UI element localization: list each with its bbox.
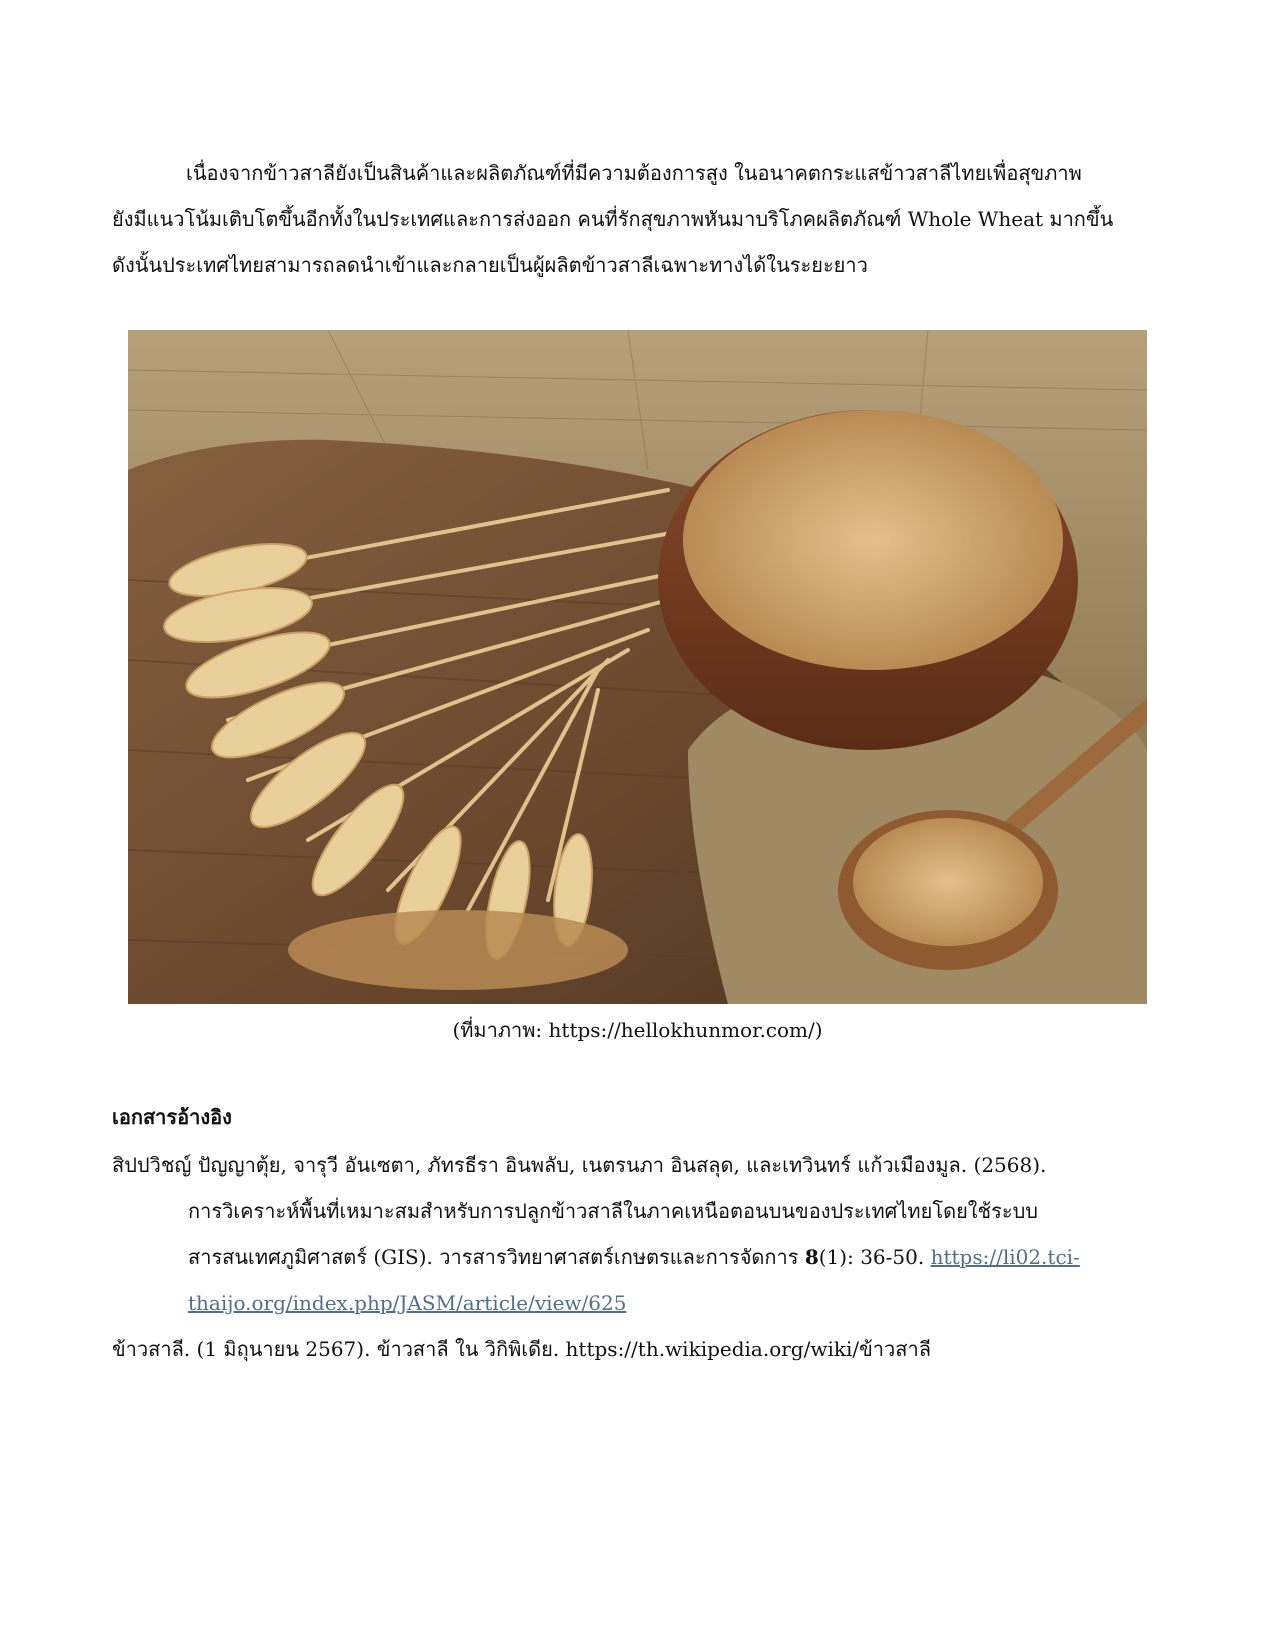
body-paragraph: [112, 150, 1164, 288]
wheat-photo: [128, 330, 1147, 1004]
references-heading: เอกสารอ้างอิง: [112, 1105, 232, 1129]
reference-link[interactable]: thaijo.org/index.php/JASM/article/view/625: [188, 1291, 627, 1315]
reference-entry: [112, 1326, 1164, 1372]
reference-line: การวิเคราะห์พื้นที่เหมาะสมสำหรับการปลูกข้าวสาลีในภาคเหนือตอนบนของประเทศไทยโดยใช้ระบบ: [188, 1199, 1038, 1223]
wheat-photo-illustration: [128, 330, 1147, 1004]
reference-volume: 8: [804, 1245, 819, 1269]
reference-line: [112, 1280, 1164, 1326]
reference-line: ข้าวสาลี. (1 มิถุนายน 2567). ข้าวสาลี ใน วิกิพิเดีย. https://th.wikipedia.org/wiki/ข้าวสาลี: [112, 1337, 931, 1361]
paragraph-line: เนื่องจากข้าวสาลียังเป็นสินค้าและผลิตภัณฑ์ที่มีความต้องการสูง ในอนาคตกระแสข้าวสาลีไทยเพื่อสุขภาพ: [186, 161, 1082, 185]
reference-link[interactable]: https://li02.tci-: [930, 1245, 1080, 1269]
reference-entry: [112, 1142, 1164, 1326]
reference-line: สิปปวิชญ์ ปัญญาตุ้ย, จารุวี อันเซตา, ภัทรธีรา อินพลับ, เนตรนภา อินสลุด, และเทวินทร์ แก้วเมืองมูล. (2568).: [112, 1153, 1047, 1177]
figure-caption: (ที่มาภาพ: https://hellokhunmor.com/): [452, 1018, 823, 1042]
reference-journal-text: สารสนเทศภูมิศาสตร์ (GIS). วารสารวิทยาศาสตร์เกษตรและการจัดการ: [188, 1245, 805, 1269]
paragraph-line: ดังนั้นประเทศไทยสามารถลดนำเข้าและกลายเป็นผู้ผลิตข้าวสาลีเฉพาะทางได้ในระยะยาว: [112, 253, 868, 277]
reference-pages: (1): 36-50.: [818, 1245, 931, 1269]
paragraph-line: ยังมีแนวโน้มเติบโตขึ้นอีกทั้งในประเทศและการส่งออก คนที่รักสุขภาพหันมาบริโภคผลิตภัณฑ์ Whole Wheat มากขึ้น: [112, 207, 1114, 231]
reference-line: [112, 1234, 1164, 1280]
